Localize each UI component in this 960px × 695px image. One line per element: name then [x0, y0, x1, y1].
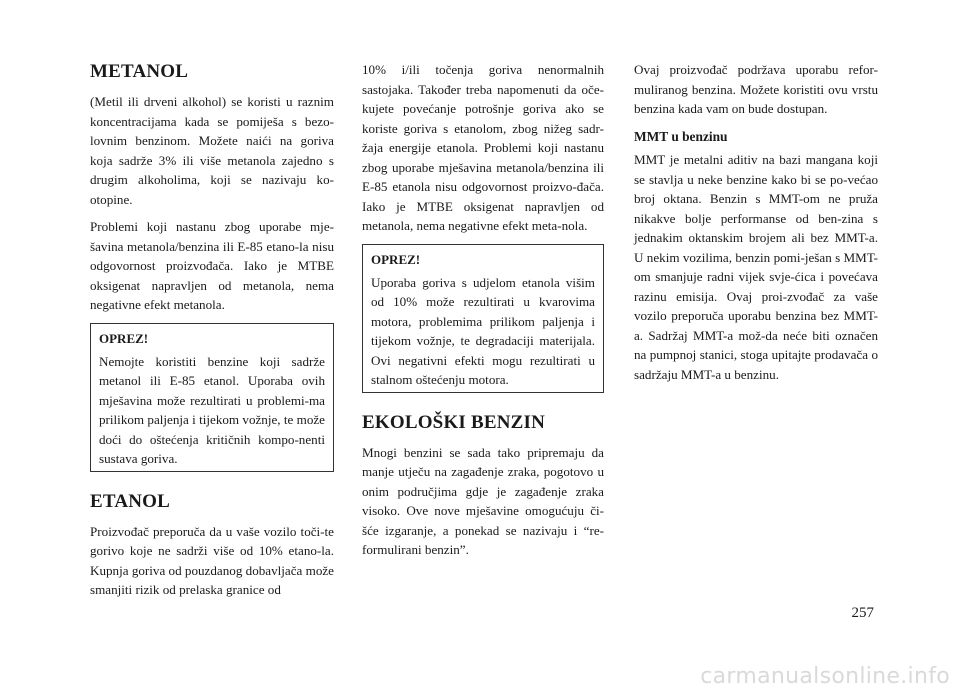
- paragraph-ekoloski-benzin: Mnogi benzini se sada tako pripremaju da manje utječu na zagađenje zraka, pogotovo u onim područjima gdje je zagađenje zraka visoko. Ove nove mješavine omogućuju či-šće izgaranje, a ponekad se nazivaju i “re-formulirani benzin”.: [362, 444, 604, 557]
- warning-title: OPREZ!: [99, 330, 149, 346]
- paragraph-etanol: Proizvođač preporuča da u vaše vozilo toči-te gorivo koje ne sadrži više od 10% etano-la. Kupnja goriva od pouzdanog dobavljača može smanjiti rizik od prelaska granice od: [90, 523, 334, 597]
- paragraph-reformulated: Ovaj proizvođač podržava uporabu refor-muliranog benzina. Možete koristiti ovu vrstu benzina kada vam on bude dostupan.: [634, 62, 878, 116]
- heading-ekoloski-benzin: EKOLOŠKI BENZIN: [362, 411, 546, 433]
- column-right: [634, 60, 878, 392]
- paragraph-metanol-intro: (Metil ili drveni alkohol) se koristi u raznim koncentracijama kada se pomiješa s bezo-lovnim benzinom. Možete naići na goriva koja sadrže 3% ili više metanola zajedno s drugim alkoholima, koji se nazivaju ko-otopine.: [90, 94, 334, 207]
- watermark: carmanualsonline.info: [700, 664, 950, 689]
- warning-box-etanol: [362, 244, 604, 393]
- paragraph-mmt: MMT je metalni aditiv na bazi mangana koji se stavlja u neke benzine kako bi se po-većao broj oktana. Benzin s MMT-om ne pruža nikakve bolje performanse od ben-zina s jednakim oktanskim brojem ali bez MMT-a. U nekim vozilima, benzin pomi-ješan s MMT-om smanjuje radni vijek svje-ćica i povećava razinu emisija. Ovaj proi-zvođač za vaše vozilo preporuča uporabu benzina bez MMT-a. Sadržaj MMT-a mož-da neće biti označen na pumpnoj stanici, stoga upitajte prodavača o sadržaju MMT-a u benzinu.: [634, 152, 878, 382]
- paragraph-etanol-continued: 10% i/ili točenja goriva nenormalnih sastojaka. Također treba napomenuti da oče-kujete povećanje potrošnje goriva ako se koriste goriva s etanolom, zbog nižeg sadr-žaja energije etanola. Problemi koji nastanu zbog uporabe mješavina metanola/benzina ili E-85 etanola nisu odgovornost proizvo-đača. Iako je MTBE oksigenat napravljen od metanola, nema negativne efekt meta-nola.: [362, 62, 604, 233]
- warning-text: Nemojte koristiti benzine koji sadrže metanol ili E-85 etanol. Uporaba ovih mješavina može rezultirati u problemi-ma prilikom paljenja i tijekom vožnje, te može doći do oštećenja kritičnih kompo-nenti sustava goriva.: [99, 353, 325, 466]
- page-number: 257: [851, 605, 874, 621]
- heading-etanol: ETANOL: [90, 490, 171, 512]
- warning-title: OPREZ!: [371, 251, 421, 267]
- column-middle: [362, 60, 604, 568]
- warning-box-metanol: [90, 323, 334, 472]
- heading-mmt: MMT u benzinu: [634, 128, 728, 144]
- warning-text: Uporaba goriva s udjelom etanola višim od 10% može rezultirati u kvarovima motora, problemima prilikom paljenja i tijekom vožnje, te degradaciji materijala. Ovi negativni efekti mogu rezultirati u stalnom oštećenju motora.: [371, 274, 595, 387]
- column-left: [90, 60, 334, 608]
- heading-metanol: METANOL: [90, 61, 189, 82]
- paragraph-metanol-problems: Problemi koji nastanu zbog uporabe mje-šavina metanola/benzina ili E-85 etano-la nisu odgovornost proizvođača. Iako je MTBE oksigenat napravljen od metanola, nema negativne efekt metanola.: [90, 219, 334, 312]
